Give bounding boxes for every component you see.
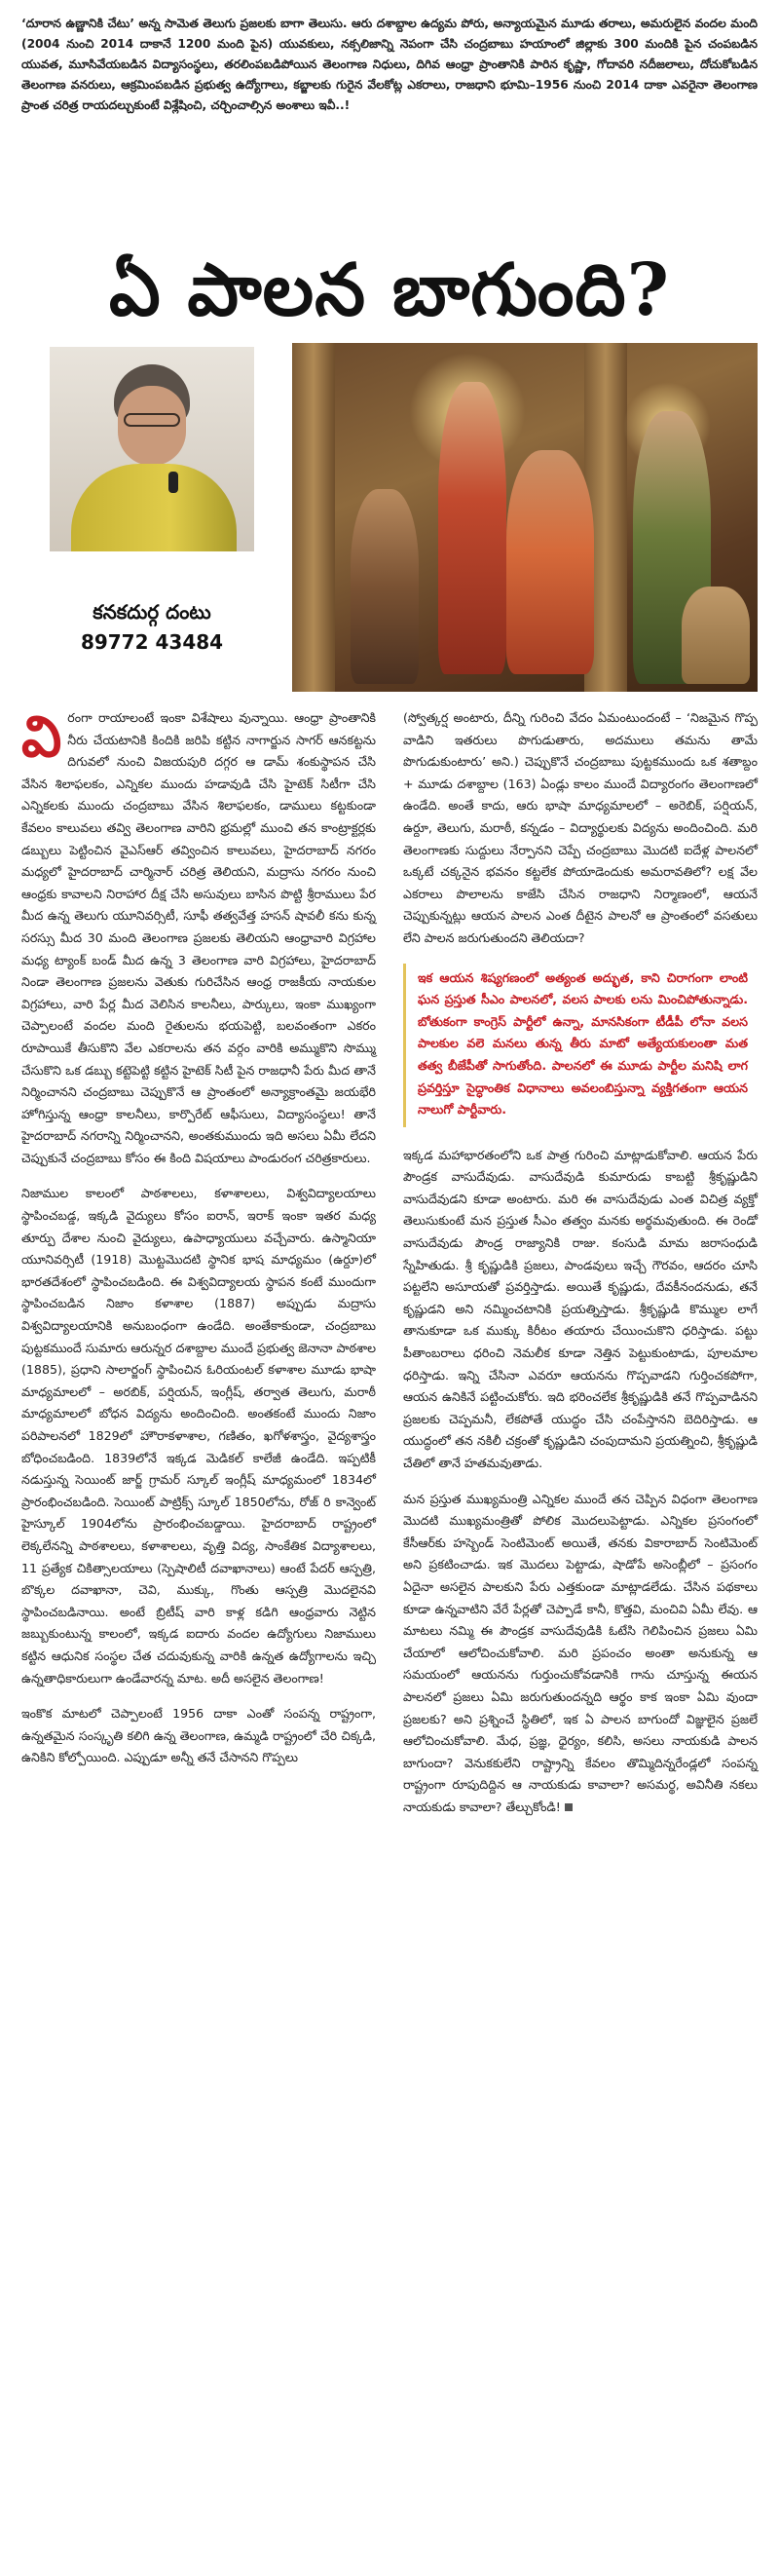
pull-quote: ఇక ఆయన శిష్యగణంలో అత్యంత అద్భుత, కాని చిరాగంగా లాంటి ఘన ప్రస్తుత సీఎం పాలనలో, వలస పాలకు లను మించిపోతున్నాడు. బోతుకంగా కాంగ్రెస్ పార్టీలో ఉన్నా, మానసికంగా టీడీపీ లోనా వలస పాలకుల వలె మనలు తున్న తీరు మాటో అత్యేయకులంతా మత తత్వ బీజేపీతో సాగుతోంది. పాలనలో ఈ మూడు పార్టీల మనిషి లాగ ప్రవర్తిస్తూ సైద్ధాంతిక విధానాలు అవలంబిస్తున్నా వ్యక్తిగతంగా ఆయన నాలుగో పార్టీవారు.: [403, 964, 758, 1127]
author-phone: 89772 43484: [80, 630, 224, 654]
article-column-right: [403, 707, 758, 1833]
article-paragraph: ఇంకొక మాటలో చెప్పాలంటే 1956 దాకా ఎంతో సంపన్న రాష్ట్రంగా, ఉన్నతమైన సంస్కృతి కలిగి ఉన్న తెలంగాణ, ఉమ్మడి రాష్ట్రంలో చేరి చిక్కడి, ఉనికిని కోల్పోయింది. ఎప్పుడూ అన్నీ తనే చేసానని గొప్పలు: [21, 1706, 376, 1765]
article-paragraph: నిజాముల కాలంలో పాఠశాలలు, కళాశాలలు, విశ్వవిద్యాలయాలు స్థాపించబడ్డ, ఇక్కడి వైద్యులు కోసం ఐరాన్, ఇరాక్ ఇంకా ఇతర మధ్య తూర్పు దేశాల నుంచి వైద్యులు, ఉపాధ్యాయులు వచ్చేవారు. ఉస్మానియా యూనివర్సిటీ (1918) మొట్టమొదటి స్థానిక భాష మాధ్యమం (ఉర్దూ)లో భారతదేశంలో స్థాపించబడింది. ఈ విశ్వవిద్యాలయ స్థాపన కంటే ముందుగా స్థాపించబడిన నిజాం కళాశాల (1887) అప్పుడు మద్రాసు విశ్వవిద్యాలయానికి అనుబంధంగా ఉండేది. అంతేకాకుండా, చంద్రబాబు పుట్టకముందే సుమారు ఆరున్నర దశాబ్దాల ముందే ప్రభుత్వ జెనానా పాఠశాల (1885), ప్రధాని సాలార్జంగ్ స్థాపించిన ఓరియంటల్ కళాశాల మూడు భాషా మాధ్యమాలలో – అరబిక్, పర్షియన్, ఇంగ్లీష్, తర్వాత తెలుగు, మరాఠీ మాధ్యమాలలో బోధన విద్యను అందించింది. అంతకంటే ముందు నిజాం పరిపాలనలో 1829లో హౌరాకళాశాల, గణితం, ఖగోళశాస్త్రం, వైద్యశాస్త్రం బోధించబడింది. 1839లోనే ఇక్కడ మెడికల్ కాలేజీ ఉండేది. ఇప్పటికీ నడుస్తున్న సెయింట్ జార్జ్ గ్రామర్ స్కూల్ ఇంగ్లీష్ మాధ్యమంలో 1834లో ప్రారంభించబడింది. సెయింట్ పాట్రిక్స్ స్కూల్ 1850లోను, రోజ్ రి కాన్వెంట్ హైస్కూల్ 1904లోను ప్రారంభించబడ్డాయి. హైదరాబాద్ రాష్ట్రంలో లెక్కలేనన్ని పాఠశాలలు, కళాశాలలు, వృత్తి విద్య, సాంకేతిక విద్యాశాలలు, 11 ప్రత్యేక చికిత్సాలయాలు (స్పెషాలిటీ దవాఖానాలు) ఆంటే పేదర్ ఆస్పత్రి, బొక్కల దవాఖానా, చెవి, ముక్కు, గొంతు ఆస్పత్రి మొదలైనవి స్థాపించబడినాయి. అంటే బ్రిటీష్ వారి కాళ్ల కడిగి ఆంధ్రవారు నెట్టిన జబ్బుకుంటున్న కాలంలో, ఇక్కడ ఐదారు వందల ఉద్యోగులు నిజాములు కట్టిన ఆధునిక సంస్థల చేత చదువుకున్న వారికి ఉన్నత ఉద్యోగాలను ఇచ్చి ఉన్నతాధికారులుగా ఉండేవారన్న మాట. అదీ అసలైన తెలంగాణ!: [21, 1186, 376, 1686]
author-block: [21, 343, 282, 694]
article-body: [21, 703, 758, 1833]
author-photo: [50, 347, 254, 551]
photo-row: [21, 343, 758, 694]
headline: ఏ పాలన బాగుంది?: [108, 248, 671, 332]
mythology-painting: [292, 343, 758, 692]
end-mark-icon: [565, 1803, 573, 1811]
article-paragraph: మన ప్రస్తుత ముఖ్యమంత్రి ఎన్నికల ముందే తన చెప్పిన విధంగా తెలంగాణ మొదటి ముఖ్యమంత్రితో పోలిక మొదలుపెట్టాడు. ఎన్నికల ప్రసంగంలో కేసీఆర్‌కు హస్బెండ్ సెంటిమెంట్ అయితే, తనకు వికారాబాద్ సెంటిమెంట్ అని ప్రకటించాడు. ఇక మొదలు పెట్టాడు, షాడోపే అసెంబ్లీలో – ప్రసంగం ఏదైనా అసలైన పాలకుని పేరు ఎత్తకుండా మాట్లాడలేడు. చేసిన పథకాలు కూడా ఉన్నవాటిని వేరే పేర్లతో చెప్పాడే కానీ, కొత్తవి, మంచివి ఏమీ లేవు. ఆ మాటలు నమ్మి ఈ పౌండ్రక వాసుదేవుడికి ఓటేసి గెలిపించిన ప్రజలు ఏమి చేయాలో ఆలోచించుకోవాలి. మరి ప్రపంచం అంతా అనుకున్న ఆ సమయంలో ఆయనను గుర్తుంచుకోవడానికి గాను చూస్తున్న ఈయన పాలనలో ప్రజలు ఏమి జరుగుతుందన్నది ఆర్థం కాక ఇంకా ఏమి వుందా ప్రజలకు? అని ప్రశ్నించే స్థితిలో, ఇక ఏ పాలన బాగుందో విజ్ఞులైన ప్రజలే ఆలోచించుకోవాలి. మేధ, ప్రజ్ఞ, ధైర్యం, కలిసి, అసలు నాయకుడి పాలన బాగుందా? వెనుకకులేని రాష్ట్రాన్ని కేవలం తొమ్మిదిన్నరేండ్లలో సంపన్న రాష్ట్రంగా రూపుదిద్దిన ఆ నాయకుడు కావాలా? అసమర్థ, అవినీతి నకలు నాయకుడు కావాలా? తేల్చుకోండి!: [403, 1491, 758, 1814]
article-paragraph: విరంగా రాయాలంటే ఇంకా విశేషాలు వున్నాయి. ఆంధ్రా ప్రాంతానికి నీరు చేయటానికి కిందికి జరిపి కట్టిన నాగార్జున సాగర్ ఆనకట్టను దిగువలో నుంచి విజయపురి దగ్గర ఆ డామ్ శంకుస్థాపన చేసి వేసిన శిలాఫలకం, ఎన్నికల ముందు హడావుడి చేసి హైటెక్ సిటీగా చేసి ఎన్నికలకు ముందు చంద్రబాబు వేసిన శిలాఫలకం, డాములు కట్టకుండా కేవలం కాలువలు తవ్వి తెలంగాణ వారిని భ్రమల్లో ముంచి తన కాంట్రాక్టర్లకు డబ్బులు పెట్టించిన వైఎస్ఆర్ తవ్వించిన కాలువలు, హైదరాబాద్ నగరం మధ్యలో హైదరాబాద్ చార్మినార్ చరిత్ర తెలియని, మద్రాసు నగరం నుంచి ఆంధ్రకు కావాలని నిరాహార దీక్ష చేసి అసువులు బాసిన పొట్టి శ్రీరాములు పేర మీద ఉన్న తెలుగు యూనివర్సిటీ, సూఫీ తత్వవేత్త హసన్ షావలీ కను కున్న సరస్సు మీద 30 మంది తెలంగాణ ప్రజలకు తెలియని ఆంధ్రావారి విగ్రహాల మధ్య ట్యాంక్ బండ్ మీద ఉన్న 3 తెలంగాణ వారి విగ్రహాలు, హైదరాబాద్ నిండా తెలంగాణ ప్రజలను వెతుకు గురిచేసిన ఆంధ్ర రాజకీయ నాయకుల విగ్రహాలు, వారి పేర్ల మీద వెలిసిన కాలనీలు, పార్కులు, ఇంకా ముఖ్యంగా చెప్పాలంటే వందల మంది రైతులను భయపెట్టి, బలవంతంగా ఎకరం రూపాయికే తీసుకొని వేల ఎకరాలను తన వర్గం వారికి అమ్ముకొని సొమ్ము చేసుకొని ఒక డబ్బు కట్టెపెట్టి కట్టిన హైటెక్ సిటీ పైన రాజధానీ పేరు మీద తానే నిర్మించానని చంద్రబాబు చెప్పుకొనే ఆ ప్రాంతంలో అన్యాక్రాంతమై జయభేరి హోగిస్తున్న ఆంధ్రా కాలనీలు, కార్పొరేట్ ఆఫీసులు, విద్యాసంస్థలు! తానే హైదరాబాద్ నగరాన్ని నిర్మించానని, అంతకుముందు ఇది అసలు ఏమీ లేదని చెప్పుకునే చంద్రబాబు కోసం ఈ కింది విషయాలు పాండురంగ చరిత్రకారులు.: [21, 703, 376, 1165]
article-paragraph: ఇక్కడ మహాభారతంలోని ఒక పాత్ర గురించి మాట్లాడుకోవాలి. ఆయన పేరు పౌండ్రక వాసుదేవుడు. వాసుదేవుడి కుమారుడు కాబట్టి శ్రీకృష్ణుడిని వాసుదేవుడని కూడా అంటారు. మరి ఈ వాసుదేవుడు ఎంత విచిత్ర వ్యక్తో తెలుసుకుంటే మన ప్రస్తుత సీఎం తత్వం మనకు అర్థమవుతుంది. ఈ రెండో వాసుదేవుడు పౌండ్ర రాజ్యానికి రాజు. కంసుడి మామ జరాసంధుడి స్నేహితుడు. శ్రీ కృష్ణుడికి ప్రజలు, పాండవులు ఇచ్చే గౌరవం, ఆదరం చూసి పట్టలేని అసూయతో ప్రవర్తిస్తాడు. అయితే కృష్ణుడు, దేవకీనందనుడు, తనే కృష్ణుడని అని నమ్మించటానికి ప్రయత్నిస్తాడు. శ్రీకృష్ణుడి కొమ్ముల లాగే తానుకూడా ఒక ముక్కు కిరీటం తయారు చేయించుకొని ధరిస్తాడు. పట్టు పీతాంబరాలు ధరించి నెమలీక కూడా నెత్తిన పెట్టుకుంటాడు, పూలమాల ధరిస్తాడు. ఇన్ని చేసినా ఎవరూ ఆయనను గొప్పవాడని గుర్తించకపోగా, ఆయన ఉనికినే పట్టించుకోరు. ఇది భరించలేక శ్రీకృష్ణుడికి తనే గొప్పవాడినని ప్రజలకు చెప్పమనీ, లేకపోతే యుద్ధం చేసి చంపేస్తానని బెదిరిస్తాడు. ఆ యుద్ధంలో తన నకిలీ చక్రంతో కృష్ణుడిని చంపుదామని ప్రయత్నించి, శ్రీకృష్ణుడి చేతిలో తానే హతమవుతాడు.: [403, 1147, 758, 1470]
author-name: కనకదుర్గ దంటు: [93, 600, 211, 624]
article-paragraph: (స్వోత్కర్ష అంటారు, దీన్ని గురించి వేదం ఏమంటుందంటే – ‘నిజమైన గొప్ప వాడిని ఇతరులు పొగుడుతారు, అదములు తమను తామే పొగుడుకుంటారు’ అని.) చెప్పుకొనే చంద్రబాబు పుట్టకముందు ఒక శతాబ్దం + మూడు దశాబ్దాల (163) ఏండ్లు కాలం ముందే విద్యారంగం తెలంగాణలో ఉండేది. అంతే కాదు, ఆరు భాషా మాధ్యమాలలో – అరెబిక్, పర్షియన్, ఉర్దూ, తెలుగు, మరాఠీ, కన్నడం – విద్యార్థులకు విద్యను అందించింది. మరి తెలంగాణకు సుద్దులు నేర్పానని చెప్పే చంద్రబాబు మొదటి ఐదేళ్ల పాలనలో ఒక్కటే చక్కనైన భవనం కట్టలేక పోయాడెందుకు అమరావతిలో? లక్ష వేల ఎకరాలు పొలాలను కాజేసి చేసిన రాజధాని నిర్మాణంలో, ఆయనే చెప్పుకున్నట్లు ఆయన పాలన ఎంత దీటైన పాలనో ఆ ప్రాంతంలో వసతులు లేని పాలన జరుగుతుందని తెలియదా?: [403, 710, 758, 945]
article-column-left: [21, 703, 376, 1833]
intro-paragraph: ‘దూరాన ఉణ్ణానికి చేటు’ అన్న సామెత తెలుగు ప్రజలకు బాగా తెలుసు. ఆరు దశాబ్దాల ఉద్యమ పోరు, అన్యాయమైన మూడు తరాలు, అమరులైన వందల మంది (2004 నుంచి 2014 దాకానే 1200 మంది పైన) యువకులు, నక్సలిజాన్ని నెపంగా చేసి చంద్రబాబు హయాంలో జిల్లాకు 300 మందికి పైన చంపబడిన యువత, మూసివేయబడిన విద్యాసంస్థలు, తరలింపబడిపోయిన తెలంగాణ నిధులు, దిగివ ఆంధ్రా ప్రాంతానికి పారిన కృష్ణా, గోదావరి నదీజలాలు, దోచుకోబడిన తెలంగాణ వనరులు, ఆక్రమింపబడిన ప్రభుత్వ ఉద్యోగాలు, కబ్జాలకు గురైన వేలకోట్ల ఎకరాలు, రాజధాని భూమి–1956 నుంచి 2014 దాకా ఎవరైనా తెలంగాణ ప్రాంత చరిత్ర రాయదల్చుకుంటే విశ్లేషించి, చర్చించాల్సిన అంశాలు ఇవీ..!: [21, 17, 758, 112]
drop-cap: వి: [21, 703, 62, 770]
